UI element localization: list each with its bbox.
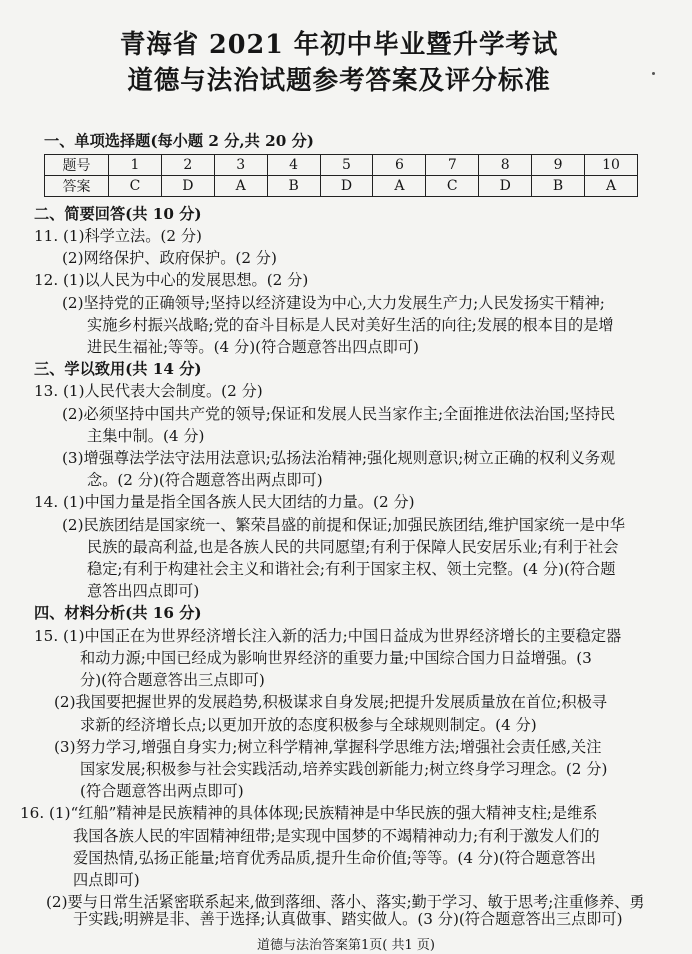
answer-line: 分)(符合题意答出三点即可) [80, 671, 265, 689]
page-footer: 道德与法治答案第1页( 共1 页) [257, 938, 435, 953]
answer-line: 12. (1)以人民为中心的发展思想。(2 分) [34, 271, 309, 289]
answer-line: (2)我国要把握世界的发展趋势,积极谋求自身发展;把提升发展质量放在首位;积极寻 [54, 693, 607, 711]
answer-line: 14. (1)中国力量是指全国各族人民大团结的力量。(2 分) [34, 493, 415, 511]
answer-line: 我国各族人民的牢固精神纽带;是实现中国梦的不竭精神动力;有利于激发人们的 [73, 827, 600, 845]
answer-line: (符合题意答出两点即可) [80, 782, 244, 800]
question-number: 1 [109, 155, 162, 176]
question-number: 5 [320, 155, 373, 176]
answer-line: (2)民族团结是国家统一、繁荣昌盛的前提和保证;加强民族团结,维护国家统一是中华 [62, 516, 626, 534]
section-heading-4: 四、材料分析(共 16 分) [34, 604, 202, 622]
table-row-numbers [45, 155, 638, 176]
section-heading-3: 三、学以致用(共 14 分) [34, 360, 202, 378]
question-number: 2 [161, 155, 214, 176]
question-number: 9 [532, 155, 585, 176]
answer-line: (2)网络保护、政府保护。(2 分) [62, 249, 277, 267]
section-heading-1: 一、单项选择题(每小题 2 分,共 20 分) [44, 132, 314, 150]
table-row-answers [45, 176, 638, 197]
answer-line: 四点即可) [73, 871, 140, 889]
answer-line: 16. (1)“红船”精神是民族精神的具体体现;民族精神是中华民族的强大精神支柱;是维系 [20, 804, 598, 822]
answer-line: 国家发展;积极参与社会实践活动,培养实践创新能力;树立终身学习理念。(2 分) [80, 760, 608, 778]
answer-line: 15. (1)中国正在为世界经济增长注入新的活力;中国日益成为世界经济增长的主要稳定器 [34, 627, 622, 645]
answer-line: 13. (1)人民代表大会制度。(2 分) [34, 382, 263, 400]
answer-cell: A [585, 176, 638, 197]
answer-line: (2)必须坚持中国共产党的领导;保证和发展人民当家作主;全面推进依法治国;坚持民 [62, 405, 616, 423]
document-subtitle: 道德与法治试题参考答案及评分标准 [127, 66, 551, 96]
answer-line: (3)增强尊法学法守法用法意识;弘扬法治精神;强化规则意识;树立正确的权利义务观 [62, 449, 616, 467]
answer-line: 求新的经济增长点;以更加开放的态度积极参与全球规则制定。(4 分) [80, 716, 537, 734]
answer-cell: B [267, 176, 320, 197]
answer-cell: C [426, 176, 479, 197]
answer-cell: D [161, 176, 214, 197]
answer-cell: D [320, 176, 373, 197]
answer-cell: A [373, 176, 426, 197]
answer-table [44, 154, 638, 197]
scan-speck [652, 72, 655, 75]
question-number: 7 [426, 155, 479, 176]
section-heading-2: 二、简要回答(共 10 分) [34, 205, 202, 223]
answer-line: 意答出四点即可) [87, 582, 200, 600]
answer-cell: B [532, 176, 585, 197]
answer-line: 稳定;有利于构建社会主义和谐社会;有利于国家主权、领土完整。(4 分)(符合题 [87, 560, 616, 578]
answer-line: 爱国热情,弘扬正能量;培育优秀品质,提升生命价值;等等。(4 分)(符合题意答出 [73, 849, 596, 867]
answer-line: 实施乡村振兴战略;党的奋斗目标是人民对美好生活的向往;发展的根本目的是增 [87, 316, 614, 334]
row-label-answer: 答案 [45, 176, 109, 197]
question-number: 3 [214, 155, 267, 176]
question-number: 6 [373, 155, 426, 176]
answer-line: 于实践;明辨是非、善于选择;认真做事、踏实做人。(3 分)(符合题意答出三点即可) [73, 910, 623, 928]
answer-cell: C [109, 176, 162, 197]
answer-line: (2)坚持党的正确领导;坚持以经济建设为中心,大力发展生产力;人民发扬实干精神; [62, 294, 605, 312]
answer-line: (2)要与日常生活紧密联系起来,做到落细、落小、落实;勤于学习、敏于思考;注重修养、勇 [46, 893, 645, 911]
answer-line: 进民生福祉;等等。(4 分)(符合题意答出四点即可) [87, 338, 419, 356]
answer-line: 11. (1)科学立法。(2 分) [34, 227, 202, 245]
answer-cell: A [214, 176, 267, 197]
answer-cell: D [479, 176, 532, 197]
answer-line: 念。(2 分)(符合题意答出两点即可) [87, 471, 323, 489]
answer-line: 和动力源;中国已经成为影响世界经济的重要力量;中国综合国力日益增强。(3 [80, 649, 592, 667]
question-number: 4 [267, 155, 320, 176]
row-label-number: 题号 [45, 155, 109, 176]
answer-line: (3)努力学习,增强自身实力;树立科学精神,掌握科学思维方法;增强社会责任感,关注 [54, 738, 602, 756]
answer-line: 主集中制。(4 分) [87, 427, 205, 445]
question-number: 10 [585, 155, 638, 176]
document-title: 青海省 2021 年初中毕业暨升学考试 [119, 30, 559, 60]
question-number: 8 [479, 155, 532, 176]
answer-line: 民族的最高利益,也是各族人民的共同愿望;有利于保障人民安居乐业;有利于社会 [87, 538, 619, 556]
